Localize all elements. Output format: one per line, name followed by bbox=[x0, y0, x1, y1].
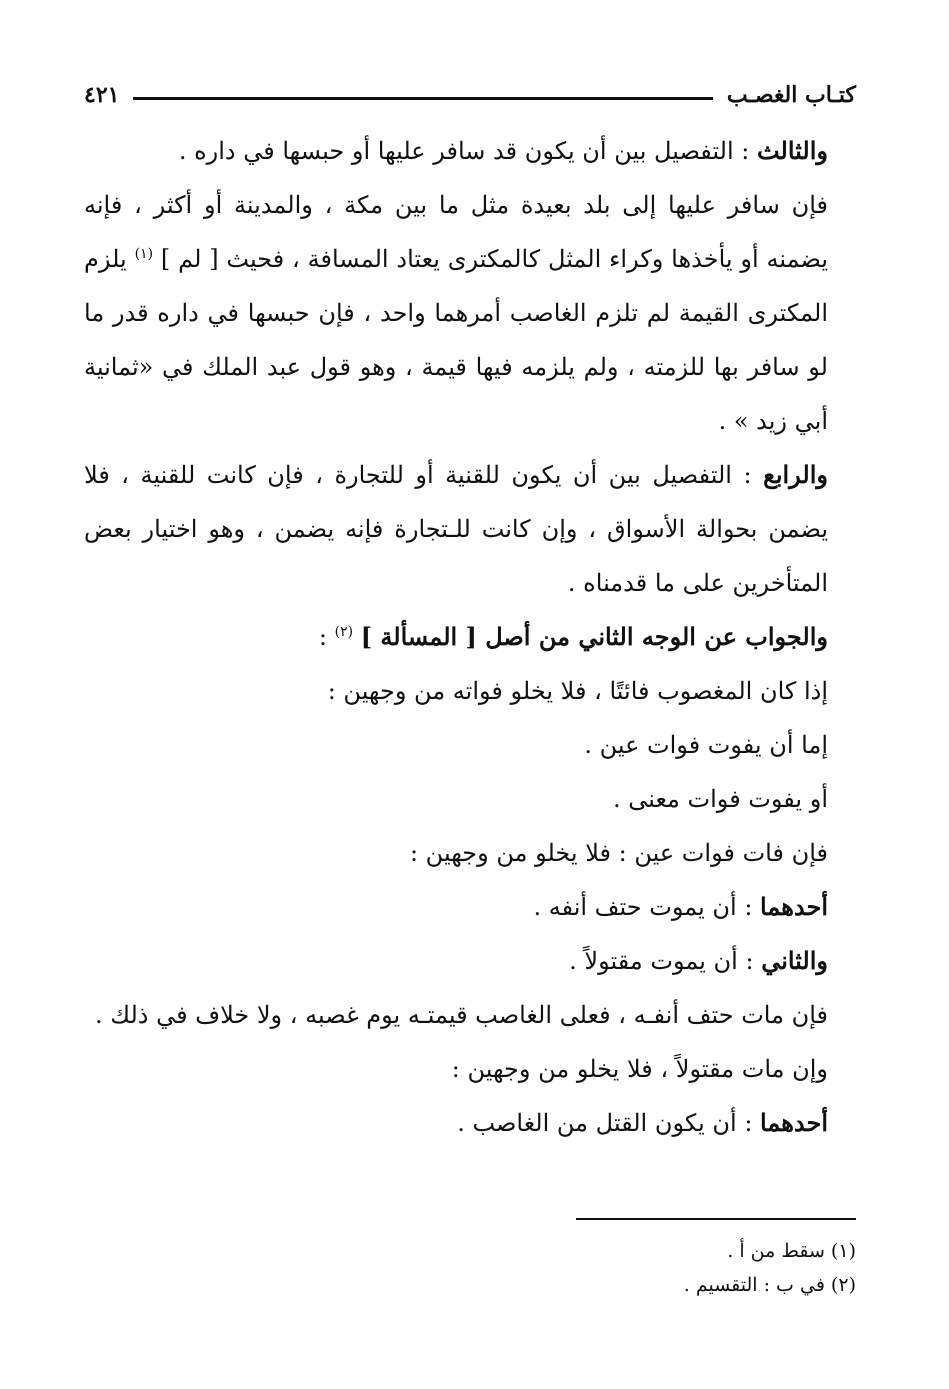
footnote-ref: (٢) bbox=[334, 624, 354, 640]
paragraph-text: إذا كان المغصوب فائتًا ، فلا يخلو فواته من وجهين : bbox=[327, 677, 828, 705]
paragraph-text-continued: يلزم المكترى القيمة لم تلزم الغاصب أمرهما واحد ، فإن حبسها في داره قدر ما لو سافر بها للزمته ، ولم يلزمه فيها قيمة ، وهو قول عبد الملك في «ثمانية أبي زيد » . bbox=[84, 245, 828, 435]
main-text bbox=[84, 124, 856, 1150]
footnote: (٢) في ب : التقسيم . bbox=[683, 1274, 856, 1296]
footnotes bbox=[84, 1218, 856, 1302]
paragraph-text: فإن فات فوات عين : فلا يخلو من وجهين : bbox=[409, 839, 828, 867]
paragraph-text: : أن يكون القتل من الغاصب . bbox=[457, 1109, 761, 1137]
paragraph bbox=[84, 610, 856, 664]
paragraph bbox=[84, 124, 856, 178]
footnote-rule bbox=[576, 1218, 856, 1220]
paragraph-lead: والرابع bbox=[763, 460, 828, 489]
book-page bbox=[84, 78, 856, 1358]
footnote: (١) سقط من أ . bbox=[727, 1240, 856, 1262]
paragraph-text: : أن يموت حتف أنفه . bbox=[533, 893, 761, 921]
paragraph-text: : أن يموت مقتولاً . bbox=[569, 947, 762, 975]
paragraph-text: : bbox=[318, 623, 327, 651]
paragraph bbox=[84, 988, 856, 1042]
footnote-ref: (١) bbox=[134, 246, 154, 262]
paragraph-text: : التفصيل بين أن يكون للقنية أو للتجارة ، فإن كانت للقنية ، فلا يضمن بحوالة الأسواق ، وإن كانت للـتجارة فإنه يضمن ، وهو اختيار بعض المتأخرين على ما قدمناه . bbox=[84, 461, 828, 597]
paragraph bbox=[84, 718, 856, 772]
paragraph-lead: والثالث bbox=[756, 136, 828, 165]
paragraph-text: وإن مات مقتولاً ، فلا يخلو من وجهين : bbox=[451, 1055, 828, 1083]
paragraph bbox=[84, 1096, 856, 1150]
paragraph bbox=[84, 772, 856, 826]
running-header bbox=[84, 78, 856, 112]
paragraph bbox=[84, 1042, 856, 1096]
page-number: ٤٢١ bbox=[84, 82, 120, 108]
paragraph-lead: والجواب عن الوجه الثاني من أصل [ المسألة ] bbox=[360, 622, 828, 651]
header-rule bbox=[133, 97, 712, 100]
paragraph-lead: أحدهما bbox=[760, 892, 828, 921]
paragraph-text: فإن مات حتف أنفـه ، فعلى الغاصب قيمتـه يوم غصبه ، ولا خلاف في ذلك . bbox=[94, 1001, 828, 1029]
paragraph bbox=[84, 880, 856, 934]
paragraph bbox=[84, 826, 856, 880]
paragraph bbox=[84, 934, 856, 988]
paragraph-text: فإن سافر عليها إلى بلد بعيدة مثل ما بين مكة ، والمدينة أو أكثر ، فإنه يضمنه أو يأخذها وكراء المثل كالمكترى يعتاد المسافة ، فحيث [ لم ] bbox=[84, 191, 828, 273]
paragraph-text: إما أن يفوت فوات عين . bbox=[584, 731, 828, 759]
paragraph bbox=[84, 664, 856, 718]
paragraph bbox=[84, 448, 856, 610]
chapter-title: كتـاب الغصـب bbox=[726, 82, 856, 108]
paragraph-lead: والثاني bbox=[761, 946, 828, 975]
paragraph-text: أو يفوت فوات معنى . bbox=[612, 785, 828, 813]
paragraph-text: : التفصيل بين أن يكون قد سافر عليها أو حبسها في داره . bbox=[178, 137, 757, 165]
paragraph bbox=[84, 178, 856, 448]
paragraph-lead: أحدهما bbox=[760, 1108, 828, 1137]
